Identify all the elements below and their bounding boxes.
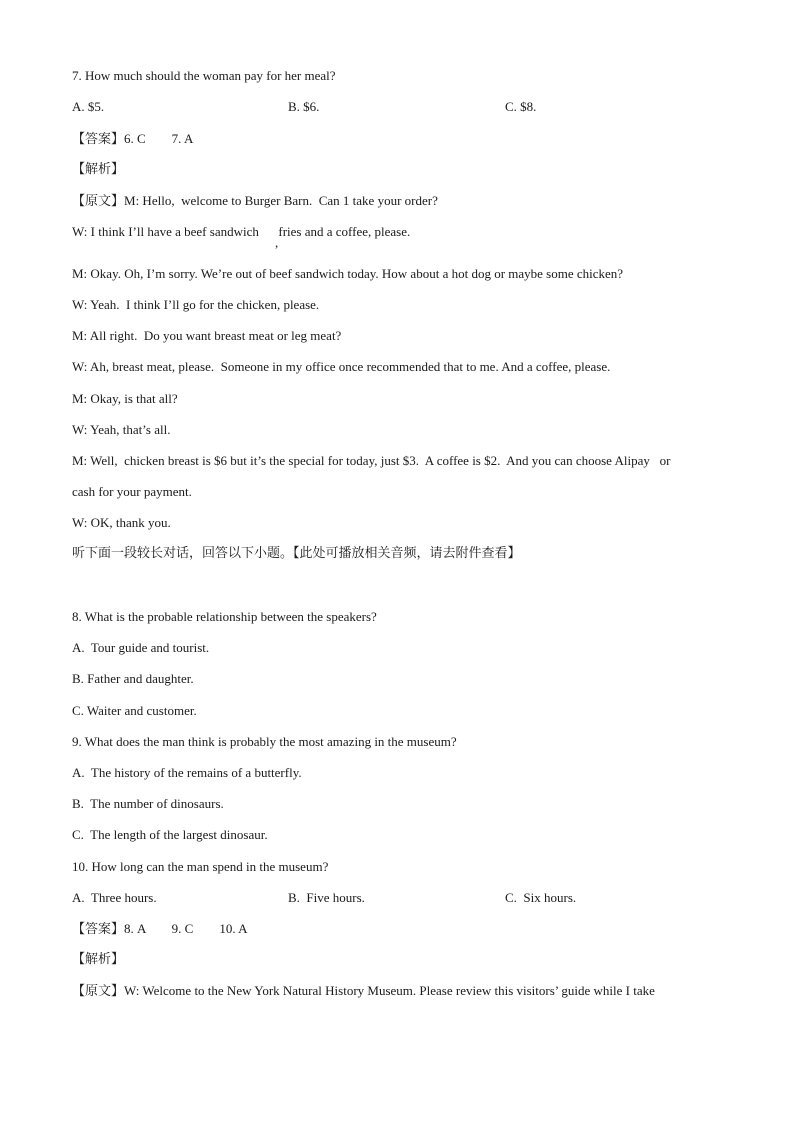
q8-option-b: B. Father and daughter. bbox=[72, 671, 194, 686]
q7-option-a: A. $5. bbox=[72, 99, 105, 114]
q7-question: 7. How much should the woman pay for her meal? bbox=[72, 68, 336, 83]
transcript-tag: 【原文】 bbox=[72, 194, 125, 209]
q10-option-c: C. Six hours. bbox=[505, 890, 577, 905]
transcript-line-2 bbox=[72, 983, 655, 1000]
dialogue-line: W: OK, thank you. bbox=[72, 515, 171, 530]
answer-text: 6. C 7. A bbox=[124, 131, 194, 146]
q9-question: 9. What does the man think is probably the most amazing in the museum? bbox=[72, 734, 457, 749]
transcript-line-1 bbox=[72, 193, 438, 210]
q10-question: 10. How long can the man spend in the museum? bbox=[72, 859, 329, 874]
q9-option-b: B. The number of dinosaurs. bbox=[72, 796, 224, 811]
dialogue-line: M: Okay. Oh, I’m sorry. We’re out of beef sandwich today. How about a hot dog or maybe some chicken? bbox=[72, 266, 624, 281]
answer-tag: 【答案】 bbox=[72, 922, 125, 937]
dialogue-line: cash for your payment. bbox=[72, 484, 192, 499]
answer-line-2 bbox=[72, 921, 248, 938]
dialogue-line: W: I think I’ll have a beef sandwich fries and a coffee, please. bbox=[72, 224, 411, 239]
analysis-tag-1: 【解析】 bbox=[72, 162, 125, 177]
transcript-tag: 【原文】 bbox=[72, 984, 125, 999]
dialogue-line: W: Yeah. I think I’ll go for the chicken, please. bbox=[72, 297, 320, 312]
transcript-first: M: Hello, welcome to Burger Barn. Can 1 take your order? bbox=[124, 193, 438, 208]
answer-line-1 bbox=[72, 131, 193, 148]
q8-option-a: A. Tour guide and tourist. bbox=[72, 640, 210, 655]
dialogue-line: M: Well, chicken breast is $6 but it’s the special for today, just $3. A coffee is $2. And you can choose Alipay or bbox=[72, 453, 671, 468]
q10-option-a: A. Three hours. bbox=[72, 890, 157, 905]
q7-option-c: C. $8. bbox=[505, 99, 537, 114]
dialogue-line: M: All right. Do you want breast meat or leg meat? bbox=[72, 328, 342, 343]
dialogue-line: M: Okay, is that all? bbox=[72, 391, 178, 406]
analysis-tag-2: 【解析】 bbox=[72, 952, 125, 967]
q8-option-c: C. Waiter and customer. bbox=[72, 703, 197, 718]
dialogue-line: W: Yeah, that’s all. bbox=[72, 422, 171, 437]
answer-text: 8. A 9. C 10. A bbox=[124, 921, 248, 936]
transcript-first: W: Welcome to the New York Natural History Museum. Please review this visitors’ guide while I take bbox=[124, 983, 655, 998]
stray-comma: , bbox=[275, 235, 279, 250]
listening-instruction: 听下面一段较长对话，回答以下小题。【此处可播放相关音频，请去附件查看】 bbox=[72, 546, 521, 561]
dialogue-line: W: Ah, breast meat, please. Someone in my office once recommended that to me. And a coffee, please. bbox=[72, 359, 611, 374]
q9-option-a: A. The history of the remains of a butterfly. bbox=[72, 765, 302, 780]
q8-question: 8. What is the probable relationship between the speakers? bbox=[72, 609, 377, 624]
q9-option-c: C. The length of the largest dinosaur. bbox=[72, 827, 268, 842]
q10-option-b: B. Five hours. bbox=[288, 890, 365, 905]
answer-tag: 【答案】 bbox=[72, 132, 125, 147]
q7-option-b: B. $6. bbox=[288, 99, 320, 114]
